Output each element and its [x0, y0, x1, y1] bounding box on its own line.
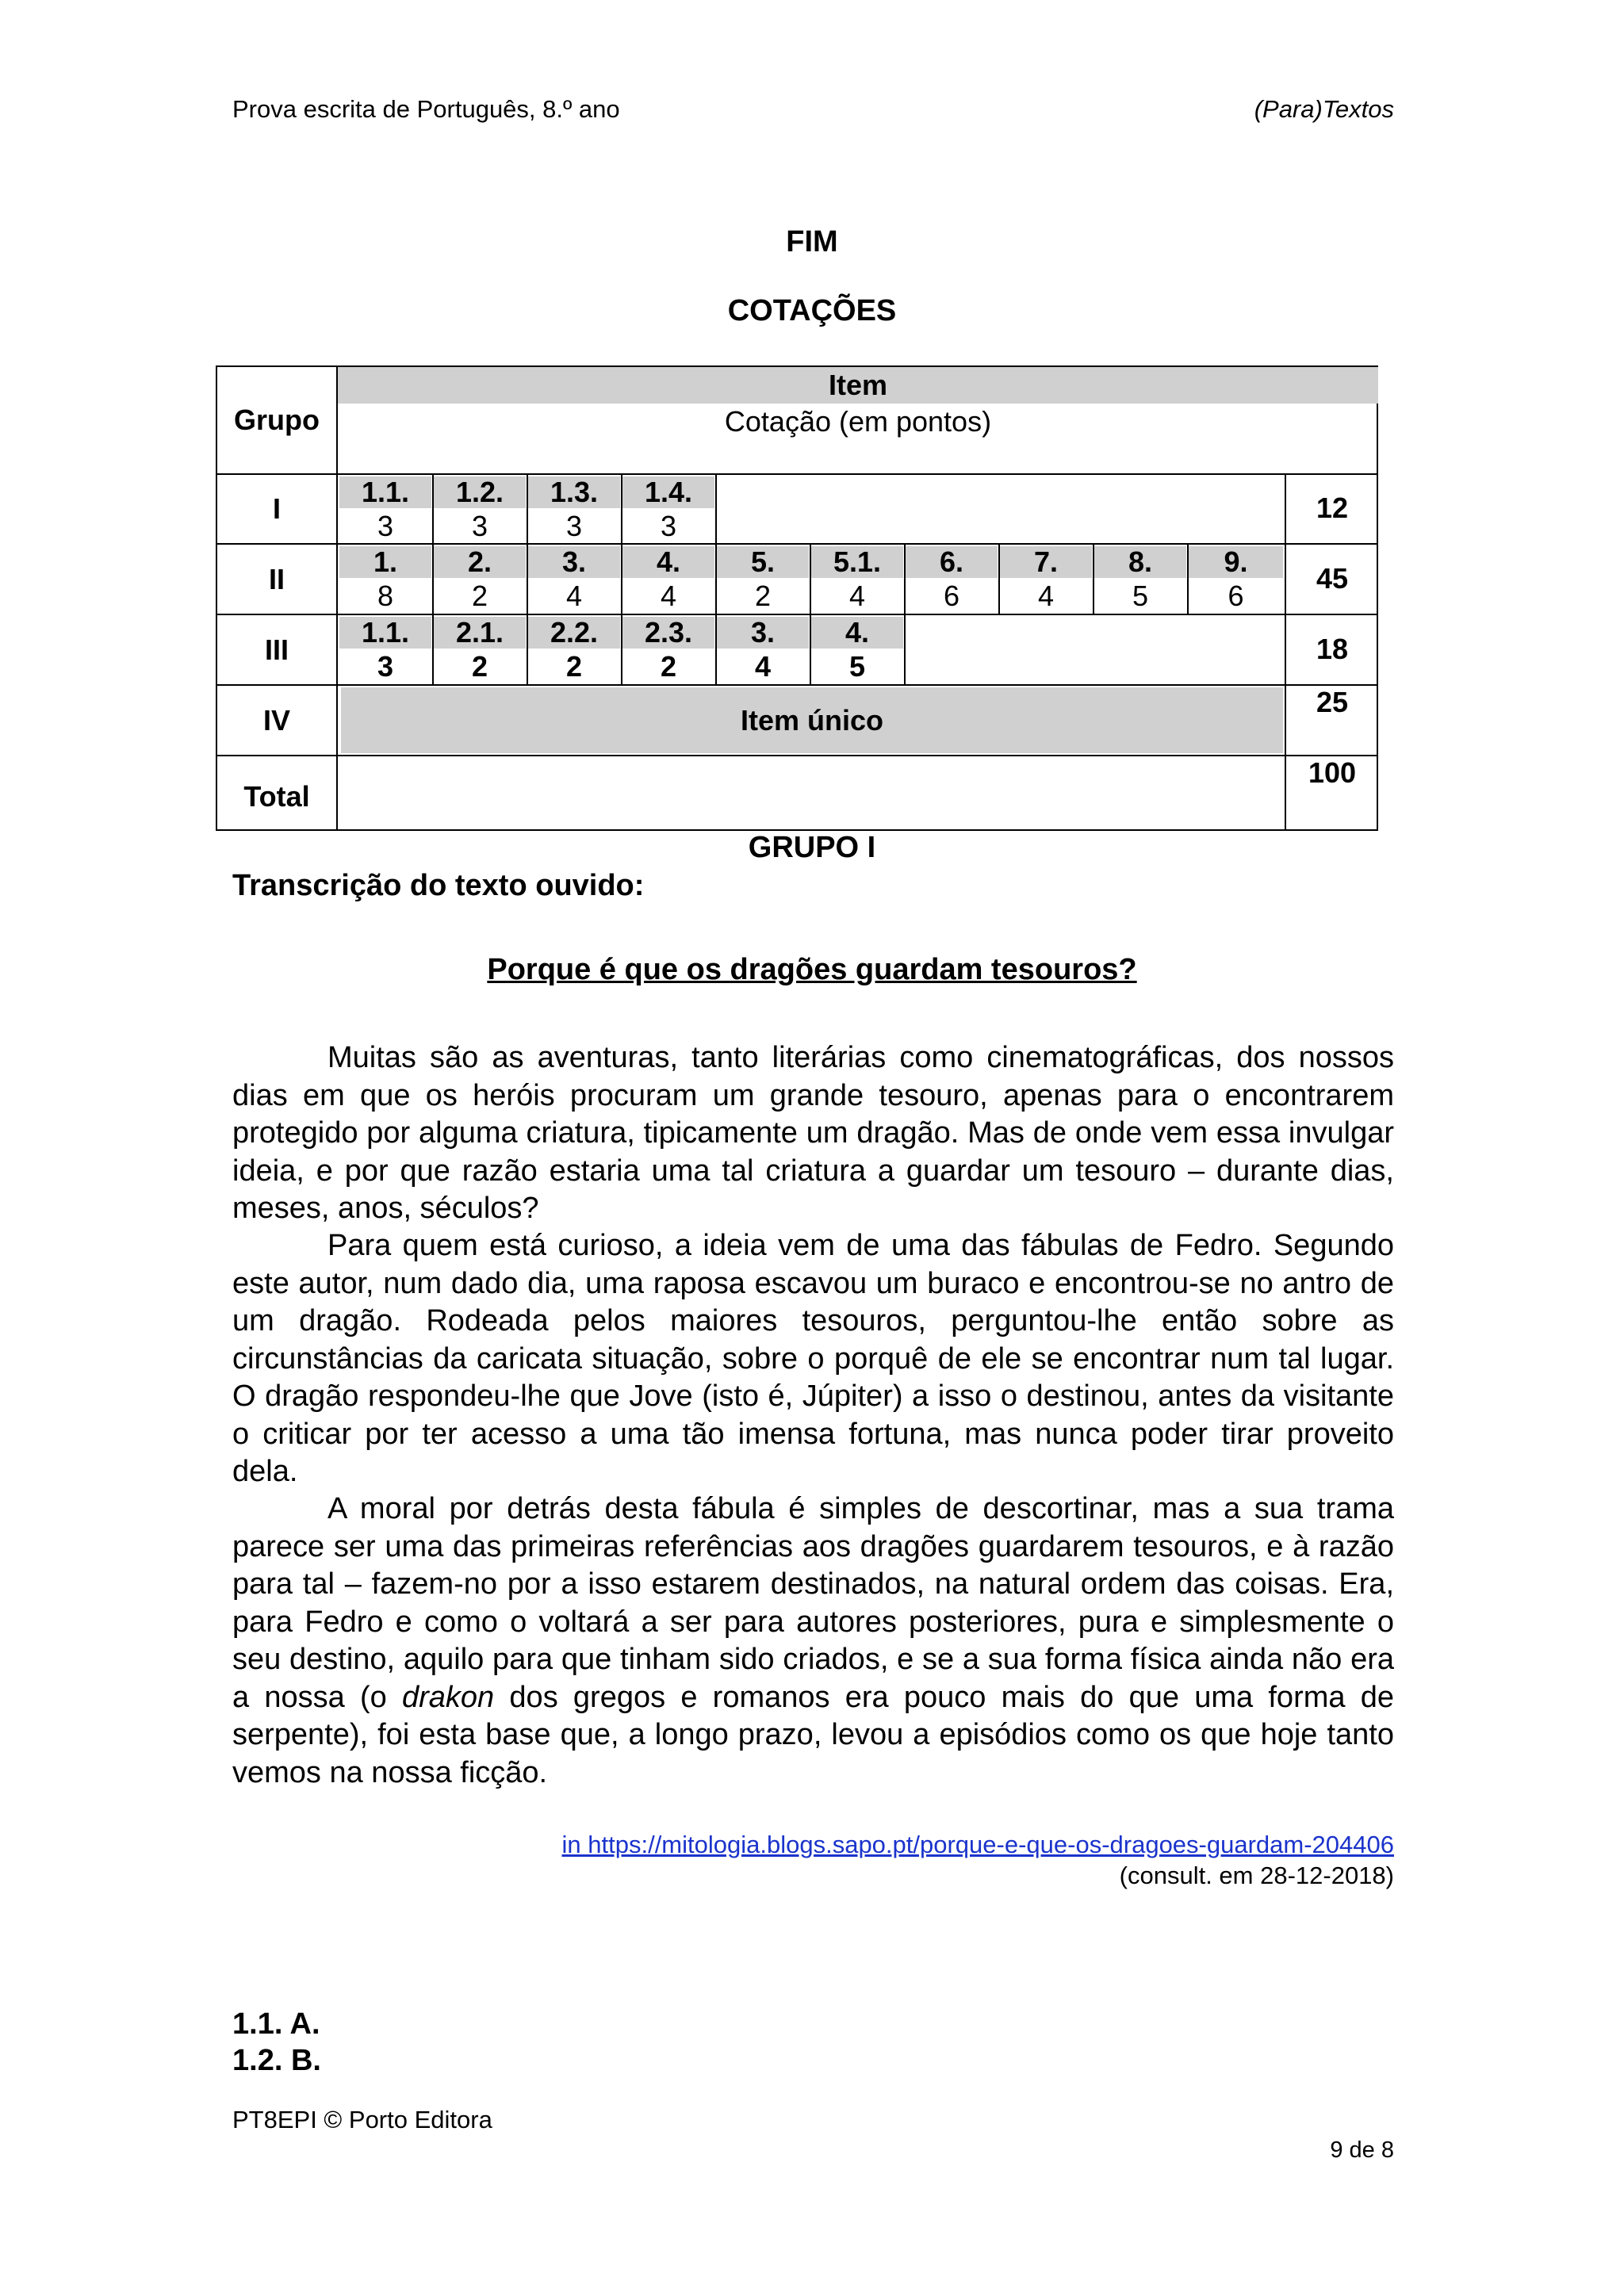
item-code: 2.2.	[528, 617, 620, 649]
single-item-label: Item único	[341, 687, 1283, 753]
group-total-ii: 45	[1316, 561, 1349, 595]
source-link[interactable]: in https://mitologia.blogs.sapo.pt/porque-e-que-os-dragoes-guardam-204406	[561, 1831, 1394, 1858]
item-code: 8.	[1094, 546, 1186, 578]
item-points: 3	[660, 510, 677, 542]
item-points: 2	[754, 580, 772, 612]
item-points: 4	[565, 580, 583, 612]
item-code: 3.	[717, 617, 809, 649]
header-book-title: (Para)Textos	[1254, 95, 1394, 123]
item-code: 1.	[339, 546, 431, 578]
answer-item: 1.1. A.	[232, 2007, 320, 2041]
header-exam-title: Prova escrita de Português, 8.º ano	[232, 95, 620, 123]
item-points: 3	[471, 510, 488, 542]
item-points: 3	[377, 650, 394, 683]
col-header-cotacao: Cotação (em pontos)	[724, 405, 992, 438]
item-points: 2	[565, 650, 583, 683]
group-label-iv: IV	[262, 703, 290, 737]
item-code: 5.	[717, 546, 809, 578]
item-code: 1.1.	[339, 476, 431, 508]
item-points: 6	[1228, 580, 1244, 612]
article-paragraph-3: A moral por detrás desta fábula é simples de descortinar, mas a sua trama parece ser uma das primeiras referências aos dragões guardarem tesouros, e à razão para tal – fazem-no por a isso estarem destinados, na natural ordem das coisas. Era, para Fedro e como o voltará a ser para autores posteriores, pura e simplesmente o seu destino, aquilo para que tinham sido criados, e se a sua forma física ainda não era a nossa (o drakon dos gregos e romanos era pouco mais do que uma forma de serpente), foi esta base que, a longo prazo, levou a episódios como os que hoje tanto vemos na nossa ficção.	[232, 1492, 1394, 1789]
item-points: 2	[660, 650, 677, 683]
fim-label: FIM	[786, 225, 838, 258]
source-date: (consult. em 28-12-2018)	[1119, 1862, 1394, 1889]
item-points: 4	[1037, 580, 1055, 612]
item-points: 5	[848, 650, 866, 683]
answer-item: 1.2. B.	[232, 2044, 321, 2077]
item-points: 2	[471, 580, 488, 612]
group-total-i: 12	[1316, 492, 1349, 524]
item-points: 4	[754, 650, 772, 683]
item-points: 5	[1132, 580, 1149, 612]
answers-list	[232, 2006, 321, 2079]
footer-publisher: PT8EPI © Porto Editora	[232, 2106, 492, 2133]
item-code: 4.	[811, 617, 903, 649]
article-paragraph-2: Para quem está curioso, a ideia vem de uma das fábulas de Fedro. Segundo este autor, num dado dia, uma raposa escavou um buraco e encontrou-se no antro de um dragão. Rodeada pelos maiores tesouros, perguntou-lhe então sobre as circunstâncias da caricata situação, sobre o porquê de ele se encontrar num tal lugar. O dragão respondeu-lhe que Jove (isto é, Júpiter) a isso o destinou, antes da visitante o criticar por ter acesso a uma tão imensa fortuna, mas nunca poder tirar proveito dela.	[232, 1229, 1394, 1488]
item-code: 9.	[1189, 546, 1283, 578]
group-label-ii: II	[268, 562, 285, 595]
page-number: 9 de 8	[1330, 2137, 1394, 2163]
group-total-iv: 25	[1316, 686, 1349, 718]
item-points: 3	[565, 510, 583, 542]
group-label-iii: III	[264, 633, 289, 666]
item-code: 5.1.	[811, 546, 903, 578]
cotacoes-table	[216, 365, 1378, 831]
item-code: 2.	[434, 546, 526, 578]
col-header-item: Item	[338, 367, 1378, 404]
cotacoes-title: COTAÇÕES	[727, 294, 897, 327]
item-code: 4.	[622, 546, 714, 578]
transcricao-label: Transcrição do texto ouvido:	[232, 869, 645, 902]
item-code: 6.	[906, 546, 998, 578]
item-points: 3	[377, 510, 394, 542]
item-code: 1.3.	[528, 476, 620, 508]
item-points: 6	[943, 580, 960, 612]
item-points: 8	[377, 580, 394, 612]
item-code: 1.1.	[339, 617, 431, 649]
group-label-i: I	[272, 492, 281, 525]
item-code: 2.3.	[622, 617, 714, 649]
italic-word: drakon	[402, 1680, 495, 1714]
item-points: 4	[660, 580, 677, 612]
item-points: 4	[848, 580, 866, 612]
article-title: Porque é que os dragões guardam tesouros?	[487, 953, 1137, 986]
group-total-iii: 18	[1316, 632, 1349, 665]
grupo-title: GRUPO I	[748, 831, 876, 864]
item-code: 1.2.	[434, 476, 526, 508]
item-code: 7.	[1000, 546, 1092, 578]
item-code: 2.1.	[434, 617, 526, 649]
total-label: Total	[243, 780, 310, 813]
article-paragraph-1: Muitas são as aventuras, tanto literárias como cinematográficas, dos nossos dias em que os heróis procuram um grande tesouro, apenas para o encontrarem protegido por alguma criatura, tipicamente um dragão. Mas de onde vem essa invulgar ideia, e por que razão estaria uma tal criatura a guardar um tesouro – durante dias, meses, anos, séculos?	[232, 1041, 1394, 1225]
item-code: 1.4.	[622, 476, 714, 508]
total-value: 100	[1308, 756, 1357, 789]
item-points: 2	[471, 650, 488, 683]
col-header-grupo: Grupo	[234, 404, 320, 436]
item-code: 3.	[528, 546, 620, 578]
